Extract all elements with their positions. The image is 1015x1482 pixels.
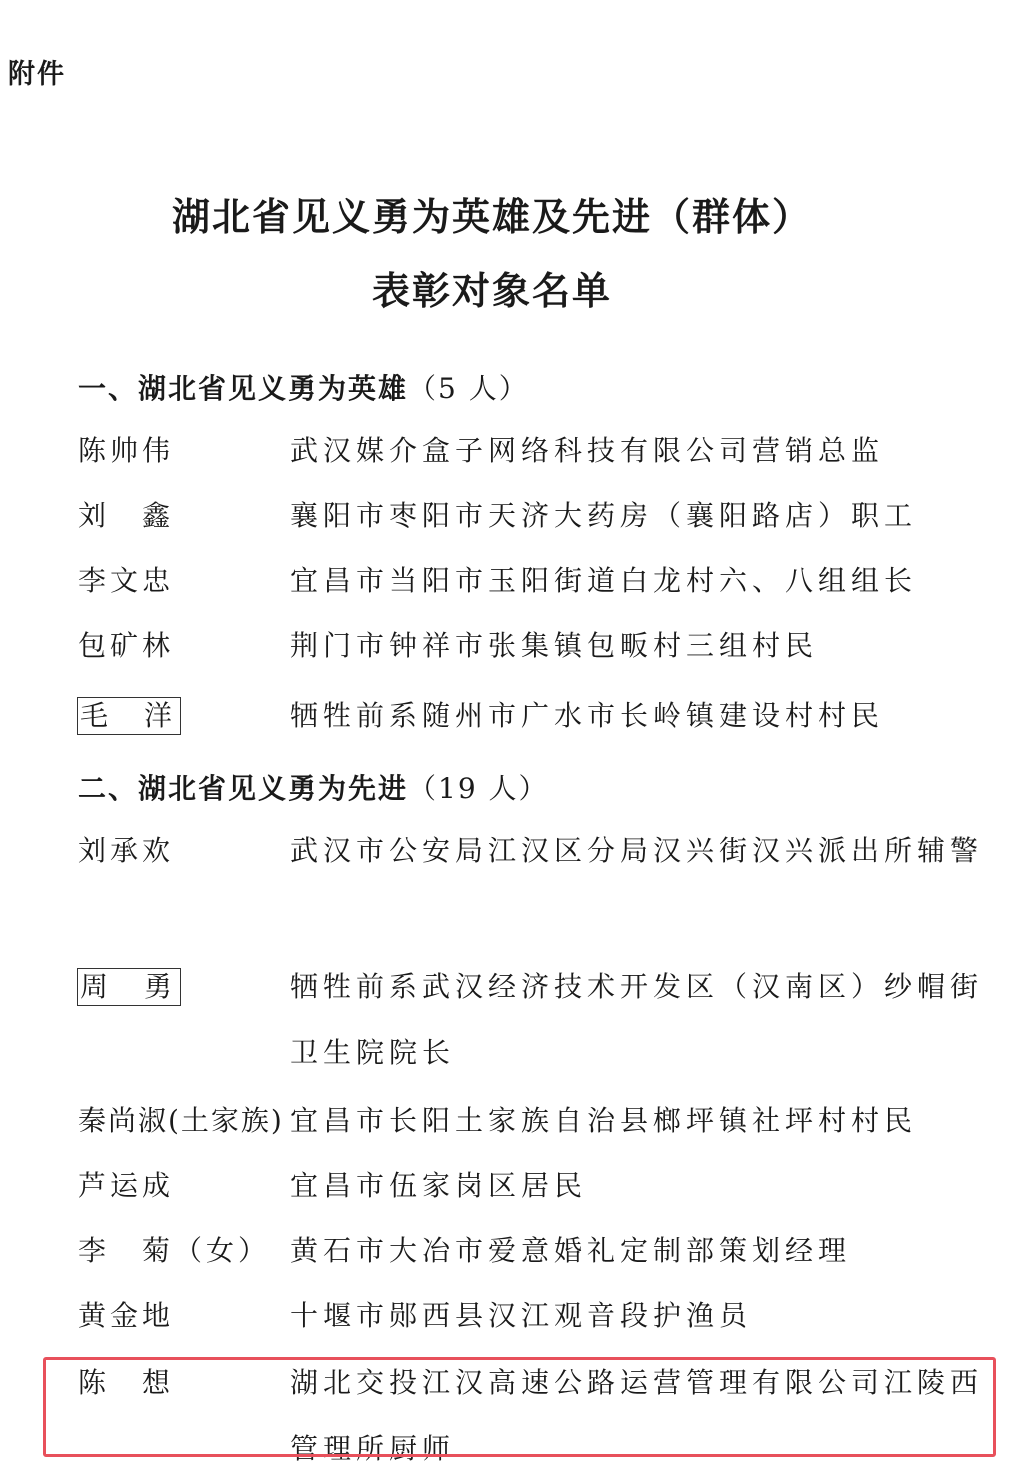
document-title-line2: 表彰对象名单 (371, 269, 612, 313)
entry-description: 武汉媒介盒子网络科技有限公司营销总监 (290, 434, 885, 467)
entry-name-deceased: 毛 洋 (77, 697, 181, 735)
section-heading-advanced (78, 767, 549, 807)
entry-name: 陈帅伟 (78, 434, 175, 467)
entry-name-deceased: 周 勇 (77, 968, 181, 1006)
section-count: （5 人） (408, 372, 529, 405)
entry-description: 宜昌市长阳土家族自治县榔坪镇社坪村村民 (290, 1104, 918, 1137)
entry-description: 荆门市钟祥市张集镇包畈村三组村民 (290, 629, 819, 662)
entry-name: 李 菊（女） (78, 1234, 271, 1267)
document-title-line1: 湖北省见义勇为英雄及先进（群体） (171, 195, 812, 239)
entry-description: 牺牲前系随州市广水市长岭镇建设村村民 (290, 699, 885, 732)
entry-name: 黄金地 (78, 1299, 175, 1332)
entry-description: 襄阳市枣阳市天济大药房（襄阳路店）职工 (290, 499, 918, 532)
entry-name: 刘 鑫 (78, 499, 175, 532)
entry-description: 黄石市大冶市爱意婚礼定制部策划经理 (290, 1234, 852, 1267)
entry-name: 包矿林 (78, 629, 175, 662)
highlight-box (43, 1357, 996, 1457)
entry-description: 武汉市公安局江汉区分局汉兴街汉兴派出所辅警 (290, 834, 984, 867)
section-heading-text: 一、湖北省见义勇为英雄 (78, 372, 409, 405)
attachment-label: 附件 (8, 59, 66, 90)
entry-name: 芦运成 (78, 1169, 175, 1202)
entry-description: 湖北交投江汉高速公路运营管理有限公司江陵西管理所厨师 (290, 1366, 984, 1465)
entry-name: 秦尚淑(土家族) (78, 1104, 284, 1137)
entry-name: 刘承欢 (78, 834, 175, 867)
entry-description: 牺牲前系武汉经济技术开发区（汉南区）纱帽街卫生院院长 (290, 970, 984, 1069)
entry-name: 李文忠 (78, 564, 175, 597)
section-heading-text: 二、湖北省见义勇为先进 (78, 772, 409, 805)
entry-name: 陈 想 (78, 1366, 175, 1399)
section-count: （19 人） (408, 772, 549, 805)
section-heading-heroes (78, 367, 529, 407)
entry-description: 宜昌市当阳市玉阳街道白龙村六、八组组长 (290, 564, 918, 597)
entry-description: 十堰市郧西县汉江观音段护渔员 (290, 1299, 753, 1332)
entry-description: 宜昌市伍家岗区居民 (290, 1169, 588, 1202)
